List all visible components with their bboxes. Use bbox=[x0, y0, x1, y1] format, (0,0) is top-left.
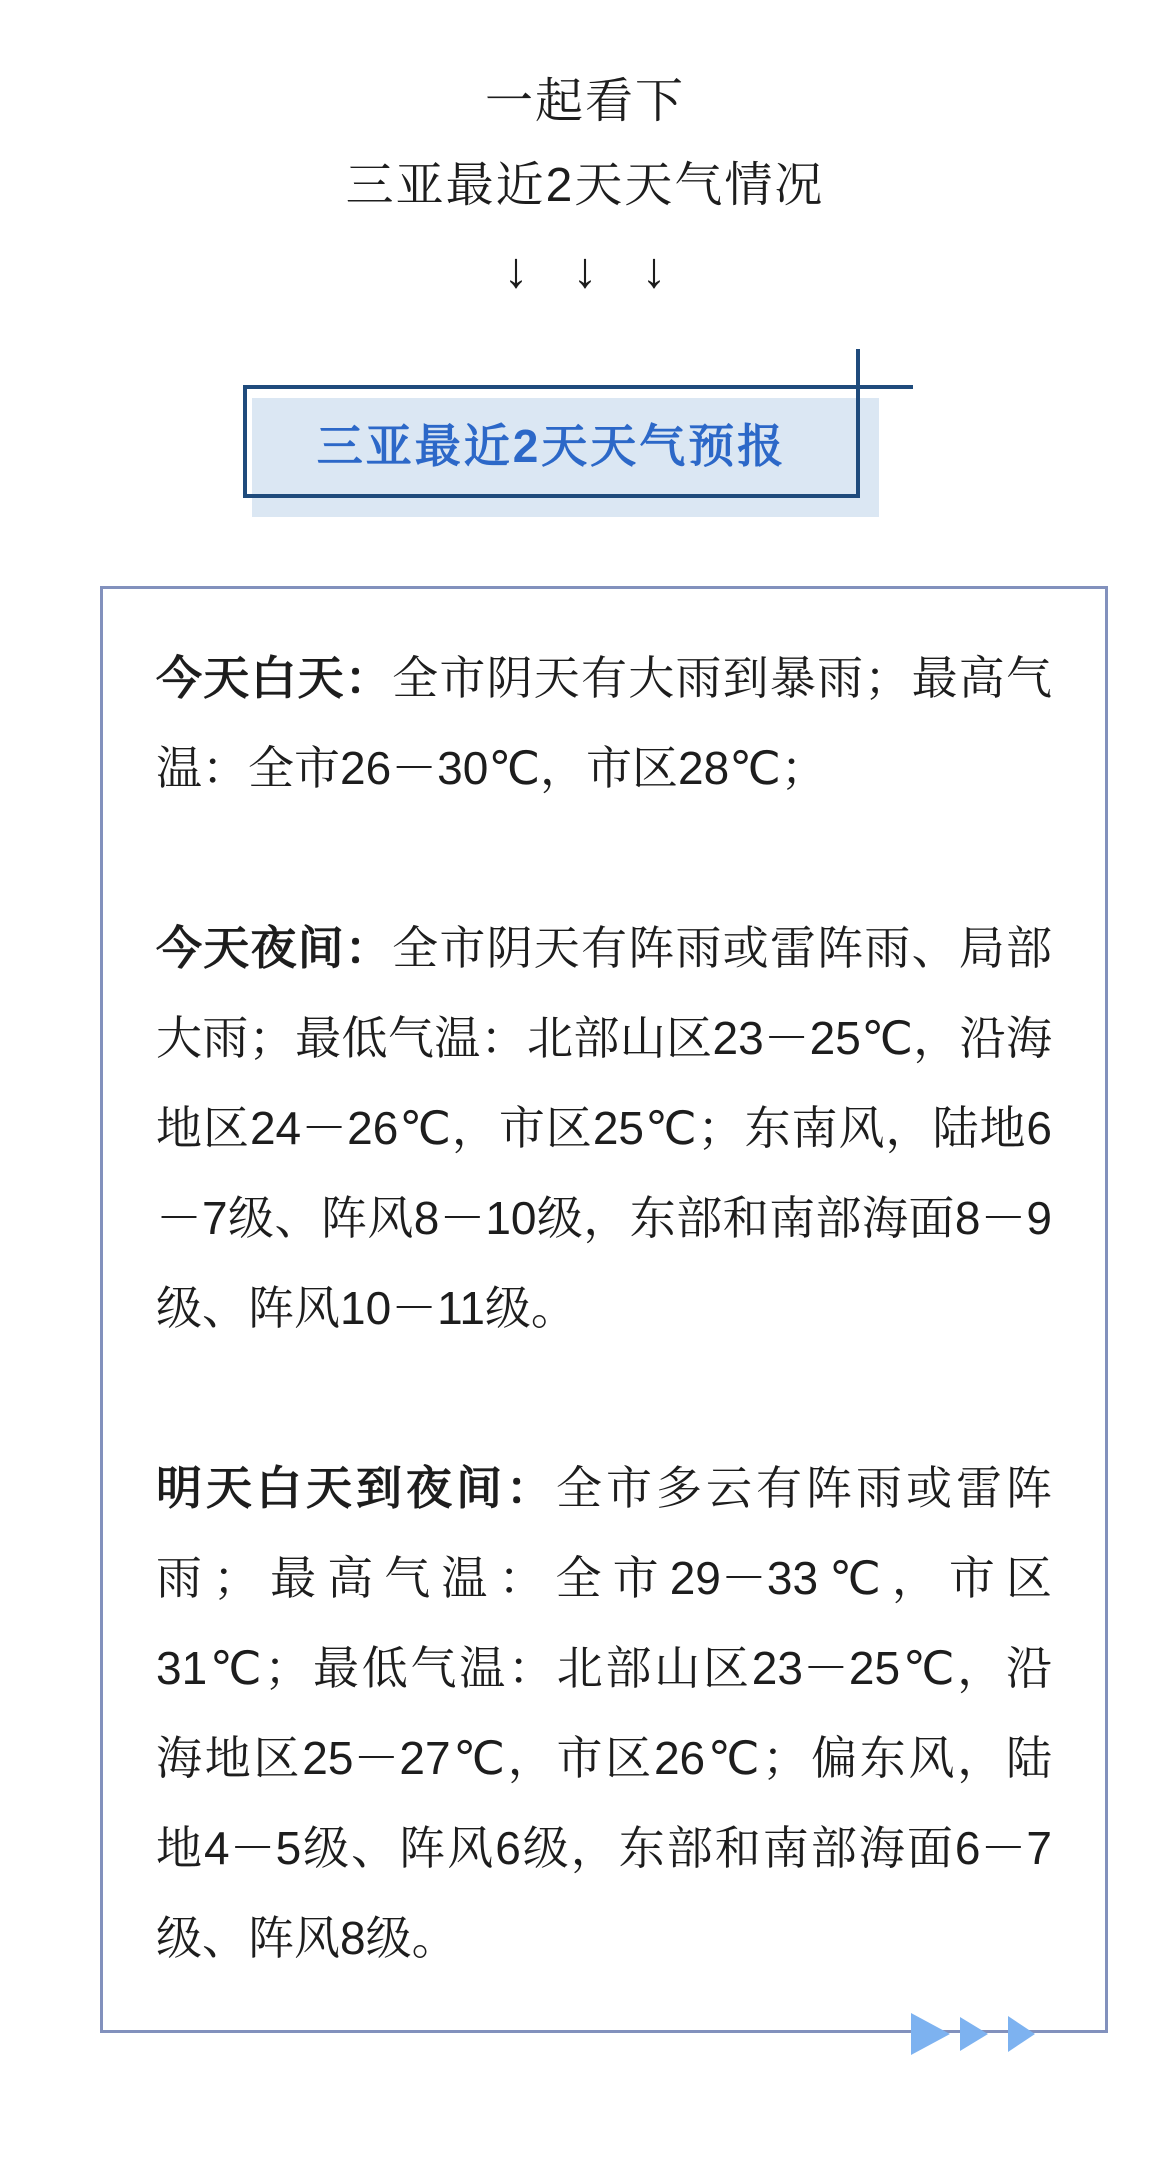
forecast-paragraph-tomorrow bbox=[156, 1443, 1052, 1983]
intro-line-2: 三亚最近2天天气情况 bbox=[345, 159, 825, 212]
forecast-text: 全市阴天有阵雨或雷阵雨、局部大雨；最低气温：北部山区23－25℃，沿海地区24－26℃，市区25℃；东南风，陆地6－7级、阵风8－10级，东部和南部海面8－9级、阵风10－11级。 bbox=[156, 922, 1053, 1334]
forecast-banner bbox=[0, 349, 1170, 517]
down-arrows bbox=[0, 228, 1170, 312]
forecast-text: 全市多云有阵雨或雷阵雨；最高气温：全市29－33℃，市区31℃；最低气温：北部山区23－25℃，沿海地区25－27℃，市区26℃；偏东风，陆地4－5级、阵风6级，东部和南部海面6－7级、阵风8级。 bbox=[156, 1462, 1052, 1964]
forecast-paragraph-today-night bbox=[156, 903, 1052, 1353]
forward-triangles-decoration bbox=[911, 2013, 1035, 2055]
down-arrow-icon: ↓ bbox=[641, 242, 667, 298]
triangle-right-icon bbox=[911, 2013, 950, 2055]
down-arrow-icon: ↓ bbox=[572, 242, 598, 298]
intro-section bbox=[0, 0, 1170, 312]
triangle-right-icon bbox=[1008, 2016, 1035, 2052]
forecast-text: 全市阴天有大雨到暴雨；最高气温：全市26－30℃，市区28℃； bbox=[156, 652, 1053, 794]
forecast-label: 明天白天到夜间： bbox=[156, 1462, 556, 1514]
banner-frame bbox=[243, 385, 860, 498]
banner-corner-vline bbox=[856, 349, 860, 385]
banner-title: 三亚最近2天天气预报 bbox=[316, 419, 787, 472]
forecast-label: 今天白天： bbox=[156, 652, 393, 704]
triangle-right-icon bbox=[960, 2017, 988, 2051]
banner-corner-hline bbox=[860, 385, 913, 389]
down-arrow-icon: ↓ bbox=[503, 242, 529, 298]
forecast-paragraph-today-day bbox=[156, 633, 1052, 813]
forecast-label: 今天夜间： bbox=[156, 922, 393, 974]
intro-line-1: 一起看下 bbox=[484, 75, 685, 128]
forecast-content-box bbox=[100, 586, 1108, 2033]
